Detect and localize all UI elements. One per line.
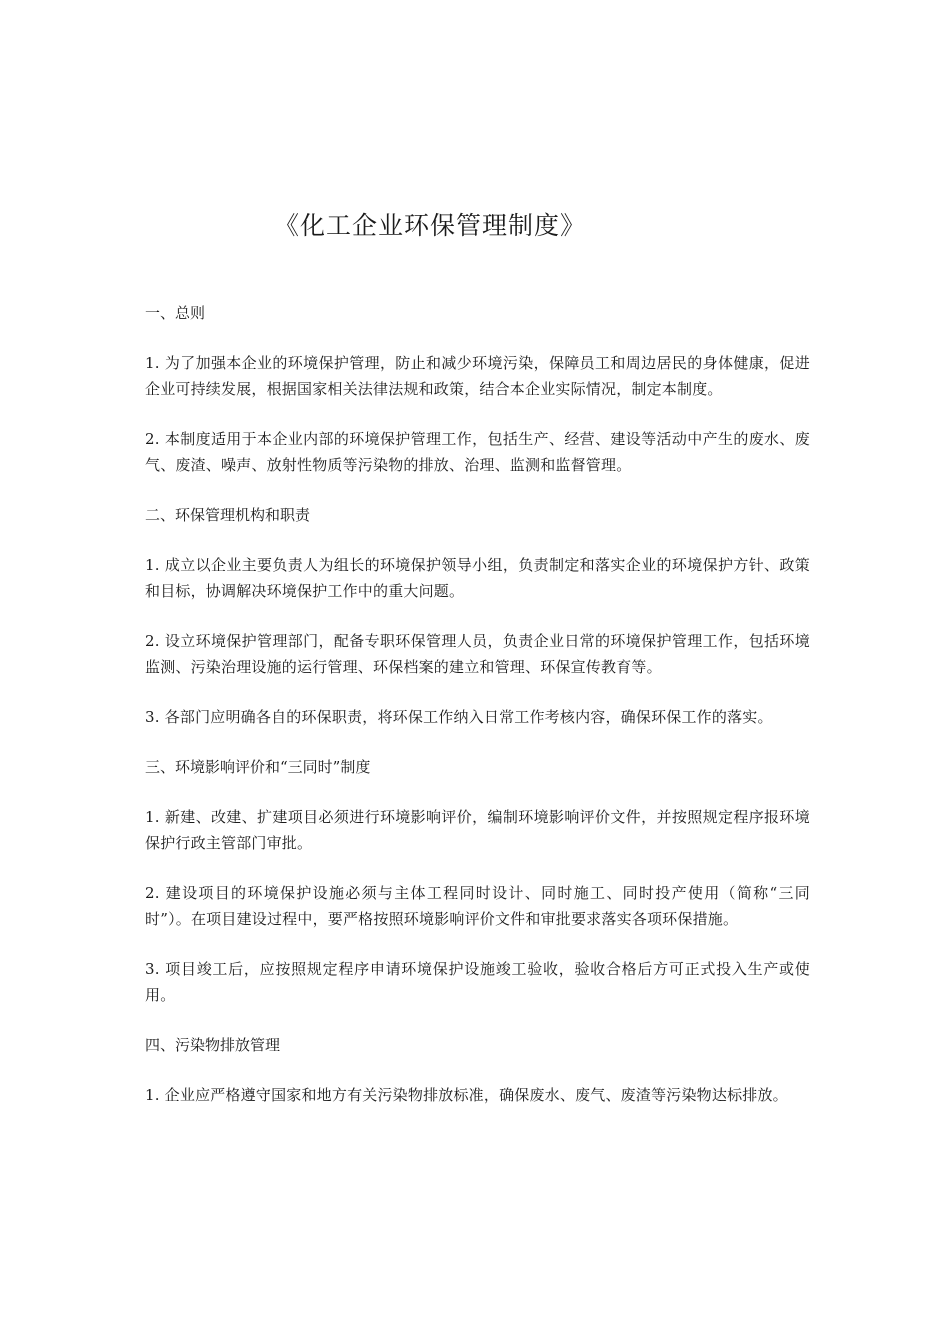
- section-heading-eia: 三、环境影响评价和“三同时”制度: [145, 758, 371, 776]
- paragraph: 1. 为了加强本企业的环境保护管理，防止和减少环境污染，保障员工和周边居民的身体健康，促进企业可持续发展，根据国家相关法律法规和政策，结合本企业实际情况，制定本制度。: [145, 354, 810, 398]
- section-heading-discharge: 四、污染物排放管理: [145, 1036, 281, 1054]
- paragraph: 1. 成立以企业主要负责人为组长的环境保护领导小组，负责制定和落实企业的环境保护方针、政策和目标，协调解决环境保护工作中的重大问题。: [145, 556, 810, 600]
- section-heading-organization: 二、环保管理机构和职责: [145, 506, 311, 524]
- paragraph: 1. 新建、改建、扩建项目必须进行环境影响评价，编制环境影响评价文件，并按照规定程序报环境保护行政主管部门审批。: [145, 808, 810, 852]
- paragraph: 3. 项目竣工后，应按照规定程序申请环境保护设施竣工验收，验收合格后方可正式投入生产或使用。: [145, 960, 810, 1004]
- paragraph: 2. 设立环境保护管理部门，配备专职环保管理人员，负责企业日常的环境保护管理工作，包括环境监测、污染治理设施的运行管理、环保档案的建立和管理、环保宣传教育等。: [145, 632, 810, 676]
- paragraph: 3. 各部门应明确各自的环保职责，将环保工作纳入日常工作考核内容，确保环保工作的落实。: [145, 708, 773, 726]
- paragraph: 2. 建设项目的环境保护设施必须与主体工程同时设计、同时施工、同时投产使用（简称“三同时”）。在项目建设过程中，要严格按照环境影响评价文件和审批要求落实各项环保措施。: [145, 884, 810, 928]
- paragraph: 2. 本制度适用于本企业内部的环境保护管理工作，包括生产、经营、建设等活动中产生的废水、废气、废渣、噪声、放射性物质等污染物的排放、治理、监测和监督管理。: [145, 430, 810, 474]
- document-body: [145, 300, 810, 1132]
- document-title: 《化工企业环保管理制度》: [273, 211, 586, 240]
- section-heading-general: 一、总则: [145, 304, 206, 322]
- paragraph: 1. 企业应严格遵守国家和地方有关污染物排放标准，确保废水、废气、废渣等污染物达标排放。: [145, 1086, 788, 1104]
